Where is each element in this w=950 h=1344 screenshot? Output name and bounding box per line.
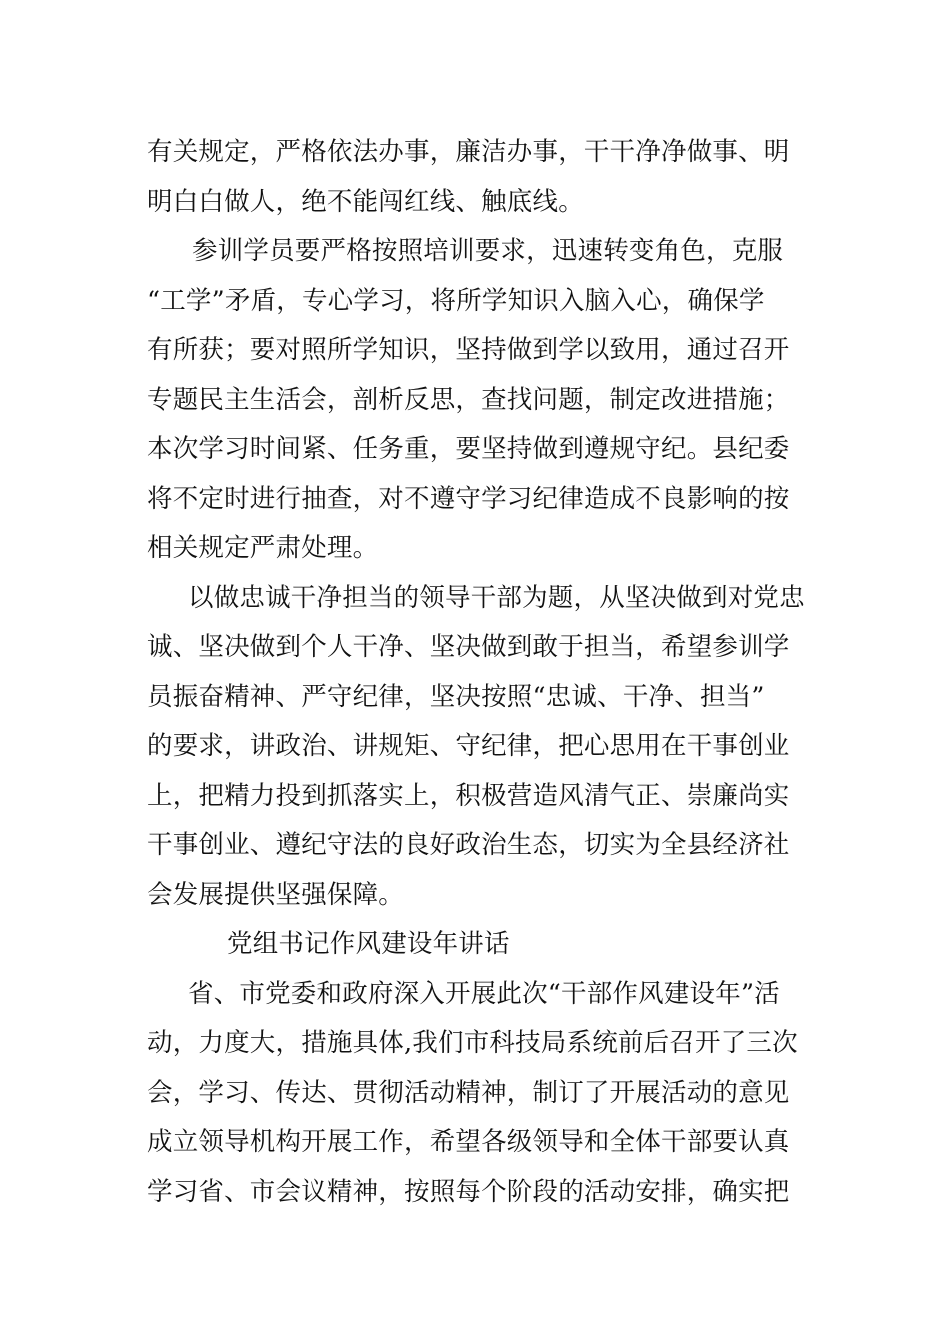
text-line: “工学”矛盾，专心学习，将所学知识入脑入心，确保学 — [147, 286, 765, 316]
text-line: 的要求，讲政治、讲规矩、守纪律，把心思用在干事创业 — [147, 731, 790, 761]
text-line: 会发展提供坚强保障。 — [147, 880, 405, 910]
text-line: 学习省、市会议精神，按照每个阶段的活动安排，确实把 — [147, 1177, 790, 1207]
text-line: 将不定时进行抽查，对不遵守学习纪律造成不良影响的按 — [147, 484, 790, 514]
paragraph-start-line: 以做忠诚干净担当的领导干部为题，从坚决做到对党忠 — [188, 583, 805, 613]
text-line: 有所获；要对照所学知识，坚持做到学以致用，通过召开 — [147, 335, 790, 365]
section-heading: 党组书记作风建设年讲话 — [227, 929, 510, 959]
text-line: 干事创业、遵纪守法的良好政治生态，切实为全县经济社 — [147, 830, 790, 860]
text-line: 相关规定严肃处理。 — [147, 533, 379, 563]
paragraph-start-line: 参训学员要严格按照培训要求，迅速转变角色，克服 — [192, 236, 784, 266]
paragraph-start-line: 省、市党委和政府深入开展此次“干部作风建设年”活 — [188, 979, 780, 1009]
text-line: 本次学习时间紧、任务重，要坚持做到遵规守纪。县纪委 — [147, 434, 790, 464]
text-line: 会，学习、传达、贯彻活动精神，制订了开展活动的意见 — [147, 1078, 790, 1108]
text-line: 动，力度大，措施具体,我们市科技局系统前后召开了三次 — [147, 1028, 798, 1058]
text-line: 有关规定，严格依法办事，廉洁办事，干干净净做事、明 — [147, 137, 790, 167]
text-line: 成立领导机构开展工作，希望各级领导和全体干部要认真 — [147, 1127, 790, 1157]
text-line: 员振奋精神、严守纪律，坚决按照“忠诚、干净、担当” — [147, 682, 765, 712]
text-line: 诚、坚决做到个人干净、坚决做到敢于担当，希望参训学 — [147, 632, 790, 662]
text-line: 上，把精力投到抓落实上，积极营造风清气正、崇廉尚实 — [147, 781, 790, 811]
text-line: 专题民主生活会，剖析反思，查找问题，制定改进措施； — [147, 385, 790, 415]
text-line: 明白白做人，绝不能闯红线、触底线。 — [147, 187, 584, 217]
